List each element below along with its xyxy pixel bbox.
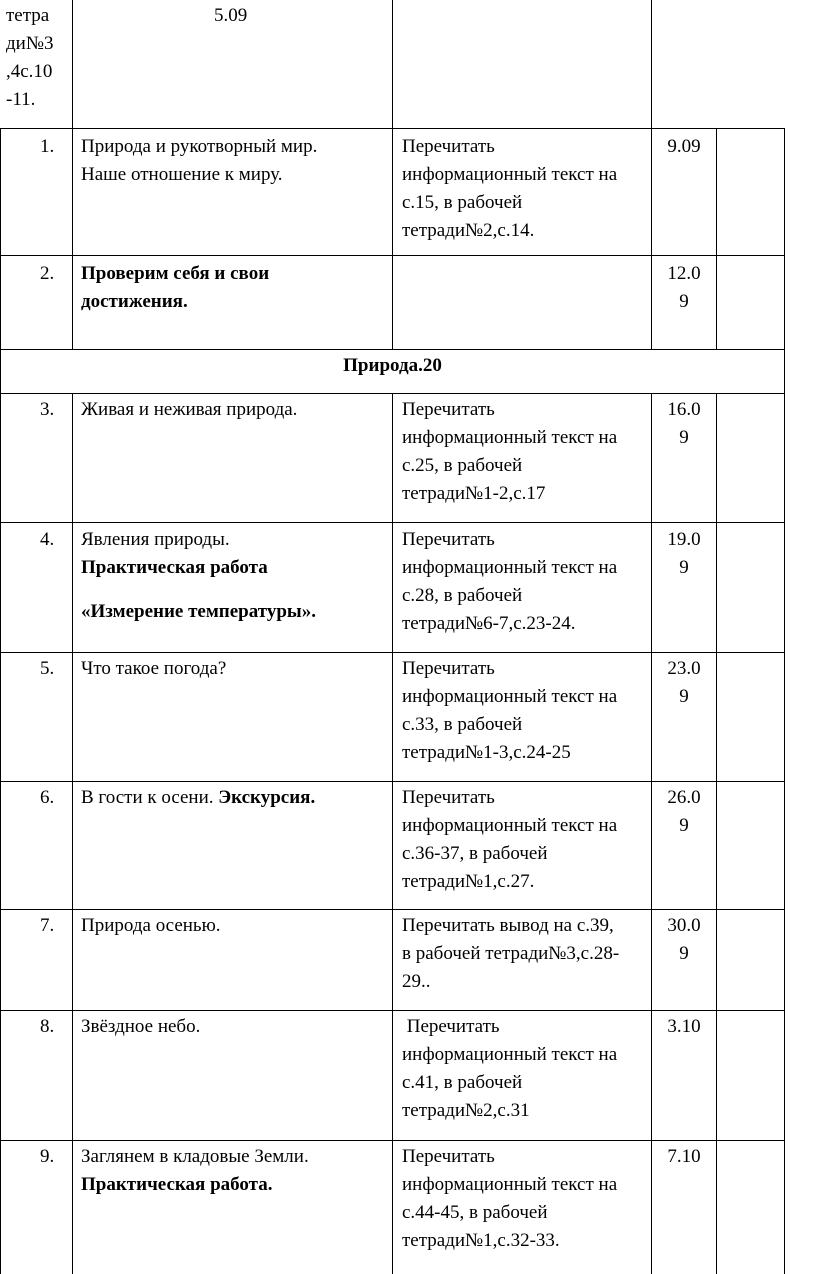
cell-homework: Перечитать [402,399,495,420]
cell-topic: «Измерение температуры». [81,601,316,622]
cell-date: 7.10 [667,1146,701,1167]
cell-homework: тетради№2,с.31 [402,1100,530,1121]
cell-homework: тетради№1-2,с.17 [402,483,546,504]
cell-homework: Перечитать [402,787,495,808]
cell-date: 9 [679,943,689,964]
cell-num: ,4с.10 [6,61,53,82]
cell-homework: Перечитать [402,1016,500,1037]
cell-homework: Перечитать [402,136,495,157]
cell-date: 9 [679,291,689,312]
cell-homework: с.33, в рабочей [402,714,523,735]
cell-date: 12.0 [667,263,701,284]
cell-topic: Что такое погода? [81,658,227,679]
cell-num: тетра [6,5,50,26]
cell-homework: информационный текст на [402,815,618,836]
cell-num: 3. [40,399,55,420]
cell-num: 4. [40,529,55,550]
cell-num: -11. [6,89,36,110]
cell-homework: тетради№6-7,с.23-24. [402,613,576,634]
cell-date: 9 [679,427,689,448]
cell-date: 9 [679,815,689,836]
cell-homework: с.28, в рабочей [402,585,523,606]
cell-homework: тетради№1,с.32-33. [402,1230,560,1251]
grid-line [716,393,717,1274]
cell-homework: тетради№1-3,с.24-25 [402,742,571,763]
cell-homework: с.15, в рабочей [402,192,523,213]
cell-topic: Практическая работа [81,557,268,578]
cell-num: 1. [40,136,55,157]
cell-homework: в рабочей тетради№3,с.28- [402,943,620,964]
cell-date: 26.0 [667,787,701,808]
cell-homework: информационный текст на [402,557,618,578]
cell-homework: Перечитать [402,529,495,550]
cell-topic-bold: Экскурсия. [218,787,316,808]
cell-topic: Явления природы. [81,529,230,550]
cell-topic [81,784,315,812]
cell-topic: Природа и рукотворный мир. [81,136,318,157]
cell-num: ди№3 [6,33,54,54]
cell-date: 9.09 [667,136,701,157]
cell-num: 2. [40,263,55,284]
cell-date: 9 [679,686,689,707]
cell-num: 6. [40,787,55,808]
cell-topic: Заглянем в кладовые Земли. [81,1146,309,1167]
grid-line [0,349,785,350]
section-title: Природа.20 [343,355,442,376]
cell-topic: Наше отношение к миру. [81,164,283,185]
grid-line [651,0,652,128]
cell-homework: тетради№2,с.14. [402,220,535,241]
cell-homework: Перечитать [402,658,495,679]
cell-date: 30.0 [667,915,701,936]
grid-line [392,128,393,349]
cell-date: 9 [679,557,689,578]
cell-homework: с.44-45, в рабочей [402,1202,548,1223]
grid-line [72,393,73,1274]
cell-topic: Живая и неживая природа. [81,399,298,420]
cell-topic: Природа осенью. [81,915,221,936]
grid-line [392,0,393,128]
cell-topic: достижения. [81,291,188,312]
cell-date: 19.0 [667,529,701,550]
cell-num: 9. [40,1146,55,1167]
cell-topic: Практическая работа. [81,1174,273,1195]
grid-line [0,128,1,1274]
cell-date: 5.09 [214,5,248,26]
grid-line [716,128,717,349]
cell-homework: Перечитать [402,1146,495,1167]
cell-homework: с.41, в рабочей [402,1072,523,1093]
cell-homework: информационный текст на [402,1174,618,1195]
cell-homework: информационный текст на [402,1044,618,1065]
cell-homework: с.25, в рабочей [402,455,523,476]
cell-homework: информационный текст на [402,164,618,185]
cell-date: 16.0 [667,399,701,420]
cell-homework: Перечитать вывод на с.39, [402,915,614,936]
cell-homework: с.36-37, в рабочей [402,843,548,864]
grid-line [72,0,73,128]
grid-line [72,128,73,349]
cell-homework: информационный текст на [402,686,618,707]
cell-topic: Звёздное небо. [81,1016,201,1037]
cell-topic-plain: В гости к осени. [81,787,219,808]
cell-num: 8. [40,1016,55,1037]
cell-date: 3.10 [667,1016,701,1037]
grid-line [392,393,393,1274]
cell-homework: тетради№1,с.27. [402,871,535,892]
cell-num: 5. [40,658,55,679]
cell-num: 7. [40,915,55,936]
cell-date: 23.0 [667,658,701,679]
grid-line [784,128,785,1274]
cell-homework: 29.. [402,971,431,992]
cell-homework: информационный текст на [402,427,618,448]
cell-topic: Проверим себя и свои [81,263,270,284]
